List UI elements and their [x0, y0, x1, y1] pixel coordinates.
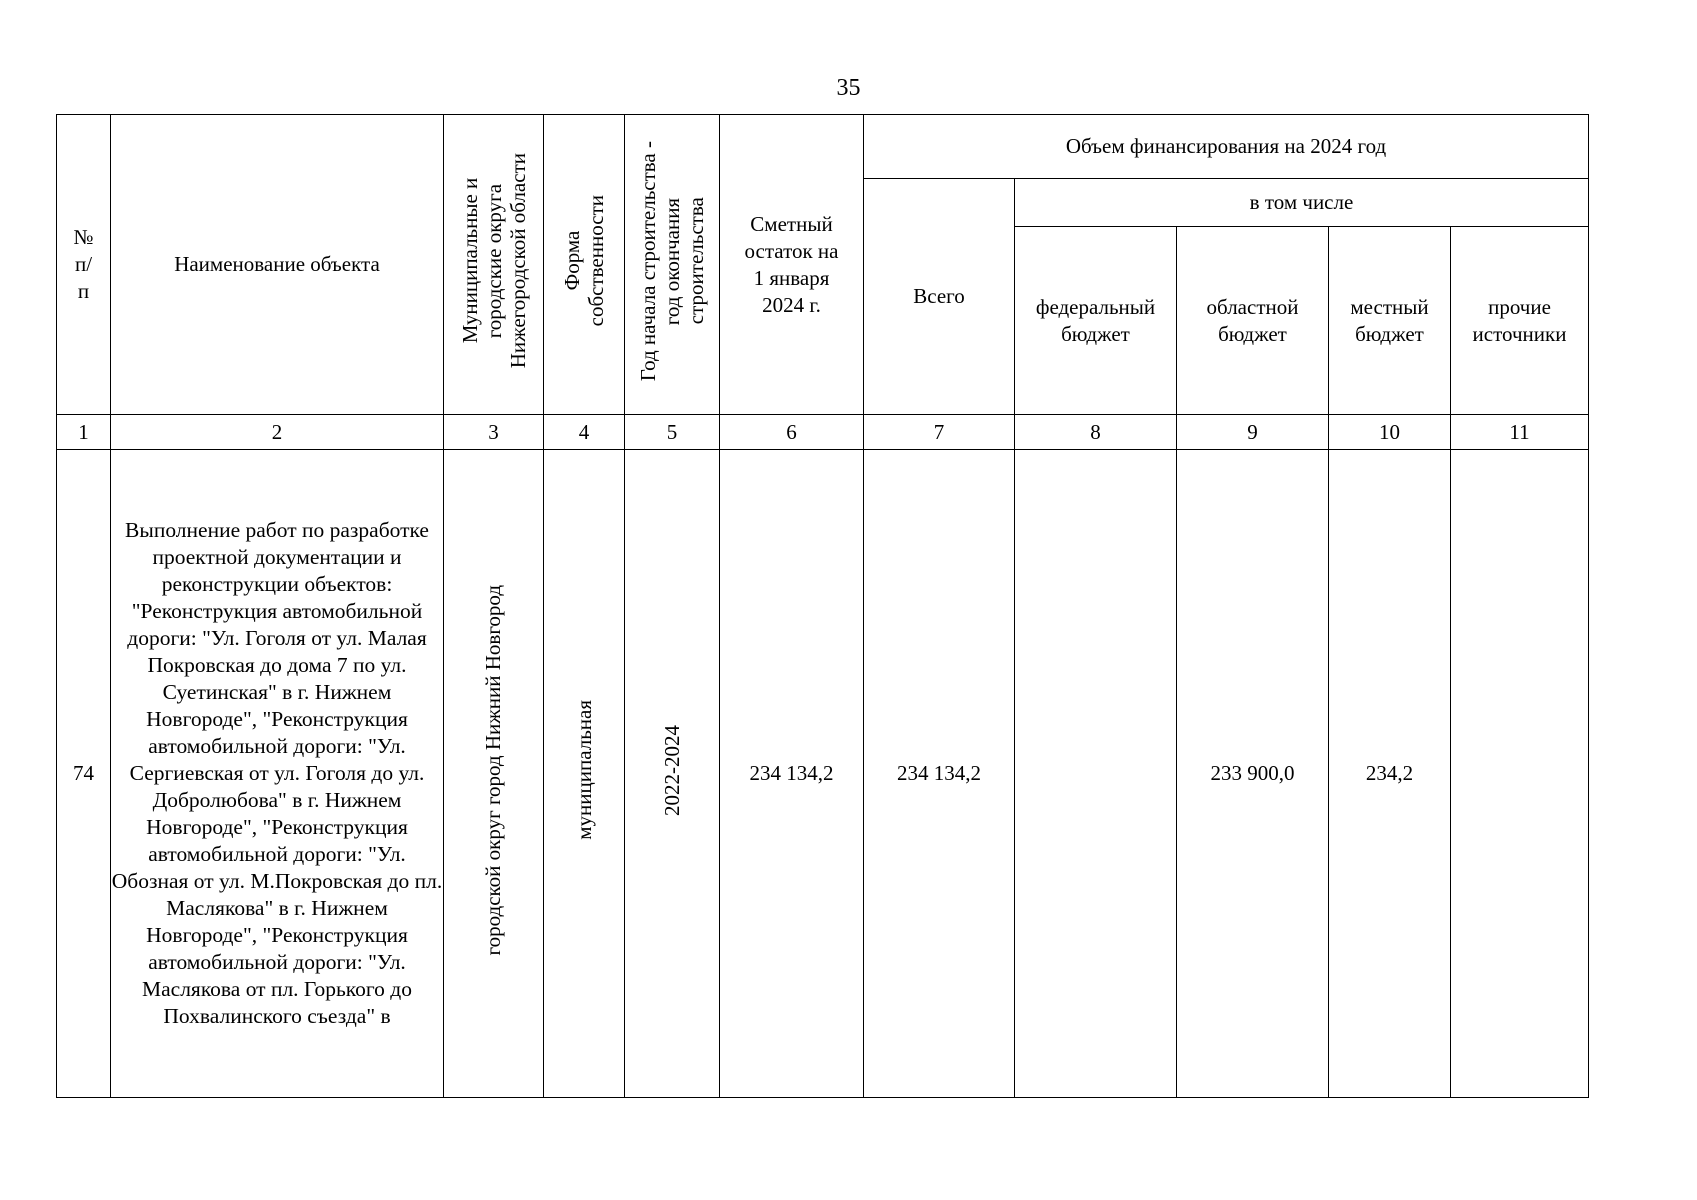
- row-years-text: 2022-2024: [659, 724, 684, 816]
- column-number: 6: [720, 415, 864, 450]
- column-number: 9: [1177, 415, 1329, 450]
- header-ownership-text: Форма собственности: [560, 195, 608, 327]
- row-total: 234 134,2: [864, 450, 1015, 1098]
- column-number: 7: [864, 415, 1015, 450]
- header-municipality-text: Муниципальные и городские округа Нижегородской области: [457, 153, 530, 369]
- header-federal-text: федеральный бюджет: [1035, 294, 1156, 346]
- header-num: [57, 115, 111, 415]
- header-local: [1329, 227, 1451, 415]
- row-local: 234,2: [1329, 450, 1451, 1098]
- header-local-text: местный бюджет: [1350, 294, 1429, 346]
- row-ownership: [544, 450, 625, 1098]
- column-number: 11: [1451, 415, 1589, 450]
- column-number: 2: [111, 415, 444, 450]
- header-total-text: Всего: [913, 284, 965, 308]
- row-municipality: [444, 450, 544, 1098]
- row-object-name: Выполнение работ по разработке проектной документации и реконструкции объектов: "Реконструкция автомобильной дороги: "Ул. Гоголя от ул. Малая Покровская до дома 7 по ул. Суетинская" в г. Нижнем Новгороде", "Реконструкция автомобильной дороги: "Ул. Сергиевская от ул. Гоголя до ул. Добролюбова" в г. Нижнем Новгороде", "Реконструкция автомобильной дороги: "Ул. Обозная от ул. М.Покровская до пл. Маслякова" в г. Нижнем Новгороде", "Реконструкция автомобильной дороги: "Ул. Маслякова от пл. Горького до Похвалинского съезда" в: [111, 450, 444, 1098]
- header-years: [625, 115, 720, 415]
- header-other-text: прочие источники: [1472, 294, 1567, 346]
- column-number: 10: [1329, 415, 1451, 450]
- header-estimate-text: Сметный остаток на 1 января 2024 г.: [744, 211, 839, 317]
- header-estimate: [720, 115, 864, 415]
- row-other: [1451, 450, 1589, 1098]
- table-row: [57, 450, 1589, 1098]
- header-funding-text: Объем финансирования на 2024 год: [1065, 134, 1387, 158]
- page-number: 35: [836, 75, 861, 101]
- header-regional: [1177, 227, 1329, 415]
- header-name: [111, 115, 444, 415]
- header-funding: [864, 115, 1589, 179]
- funding-table: [56, 114, 1589, 1098]
- header-total: [864, 179, 1015, 415]
- header-federal: [1015, 227, 1177, 415]
- header-num-text: № п/ п: [73, 225, 94, 303]
- header-municipality: [444, 115, 544, 415]
- row-municipality-text: городской округ город Нижний Новгород: [481, 584, 505, 956]
- row-num: 74: [57, 450, 111, 1098]
- header-regional-text: областной бюджет: [1206, 294, 1299, 346]
- column-numbers-row: [57, 415, 1589, 450]
- row-ownership-text: муниципальная: [571, 700, 596, 840]
- column-number: 8: [1015, 415, 1177, 450]
- header-years-text: Год начала строительства - год окончания строительства: [636, 140, 708, 382]
- header-including: [1015, 179, 1589, 227]
- header-other: [1451, 227, 1589, 415]
- column-number: 4: [544, 415, 625, 450]
- column-number: 3: [444, 415, 544, 450]
- header-ownership: [544, 115, 625, 415]
- column-number: 1: [57, 415, 111, 450]
- header-name-text: Наименование объекта: [174, 252, 380, 276]
- row-years: [625, 450, 720, 1098]
- header-including-text: в том числе: [1249, 190, 1354, 214]
- row-federal: [1015, 450, 1177, 1098]
- column-number: 5: [625, 415, 720, 450]
- row-regional: 233 900,0: [1177, 450, 1329, 1098]
- row-estimate: 234 134,2: [720, 450, 864, 1098]
